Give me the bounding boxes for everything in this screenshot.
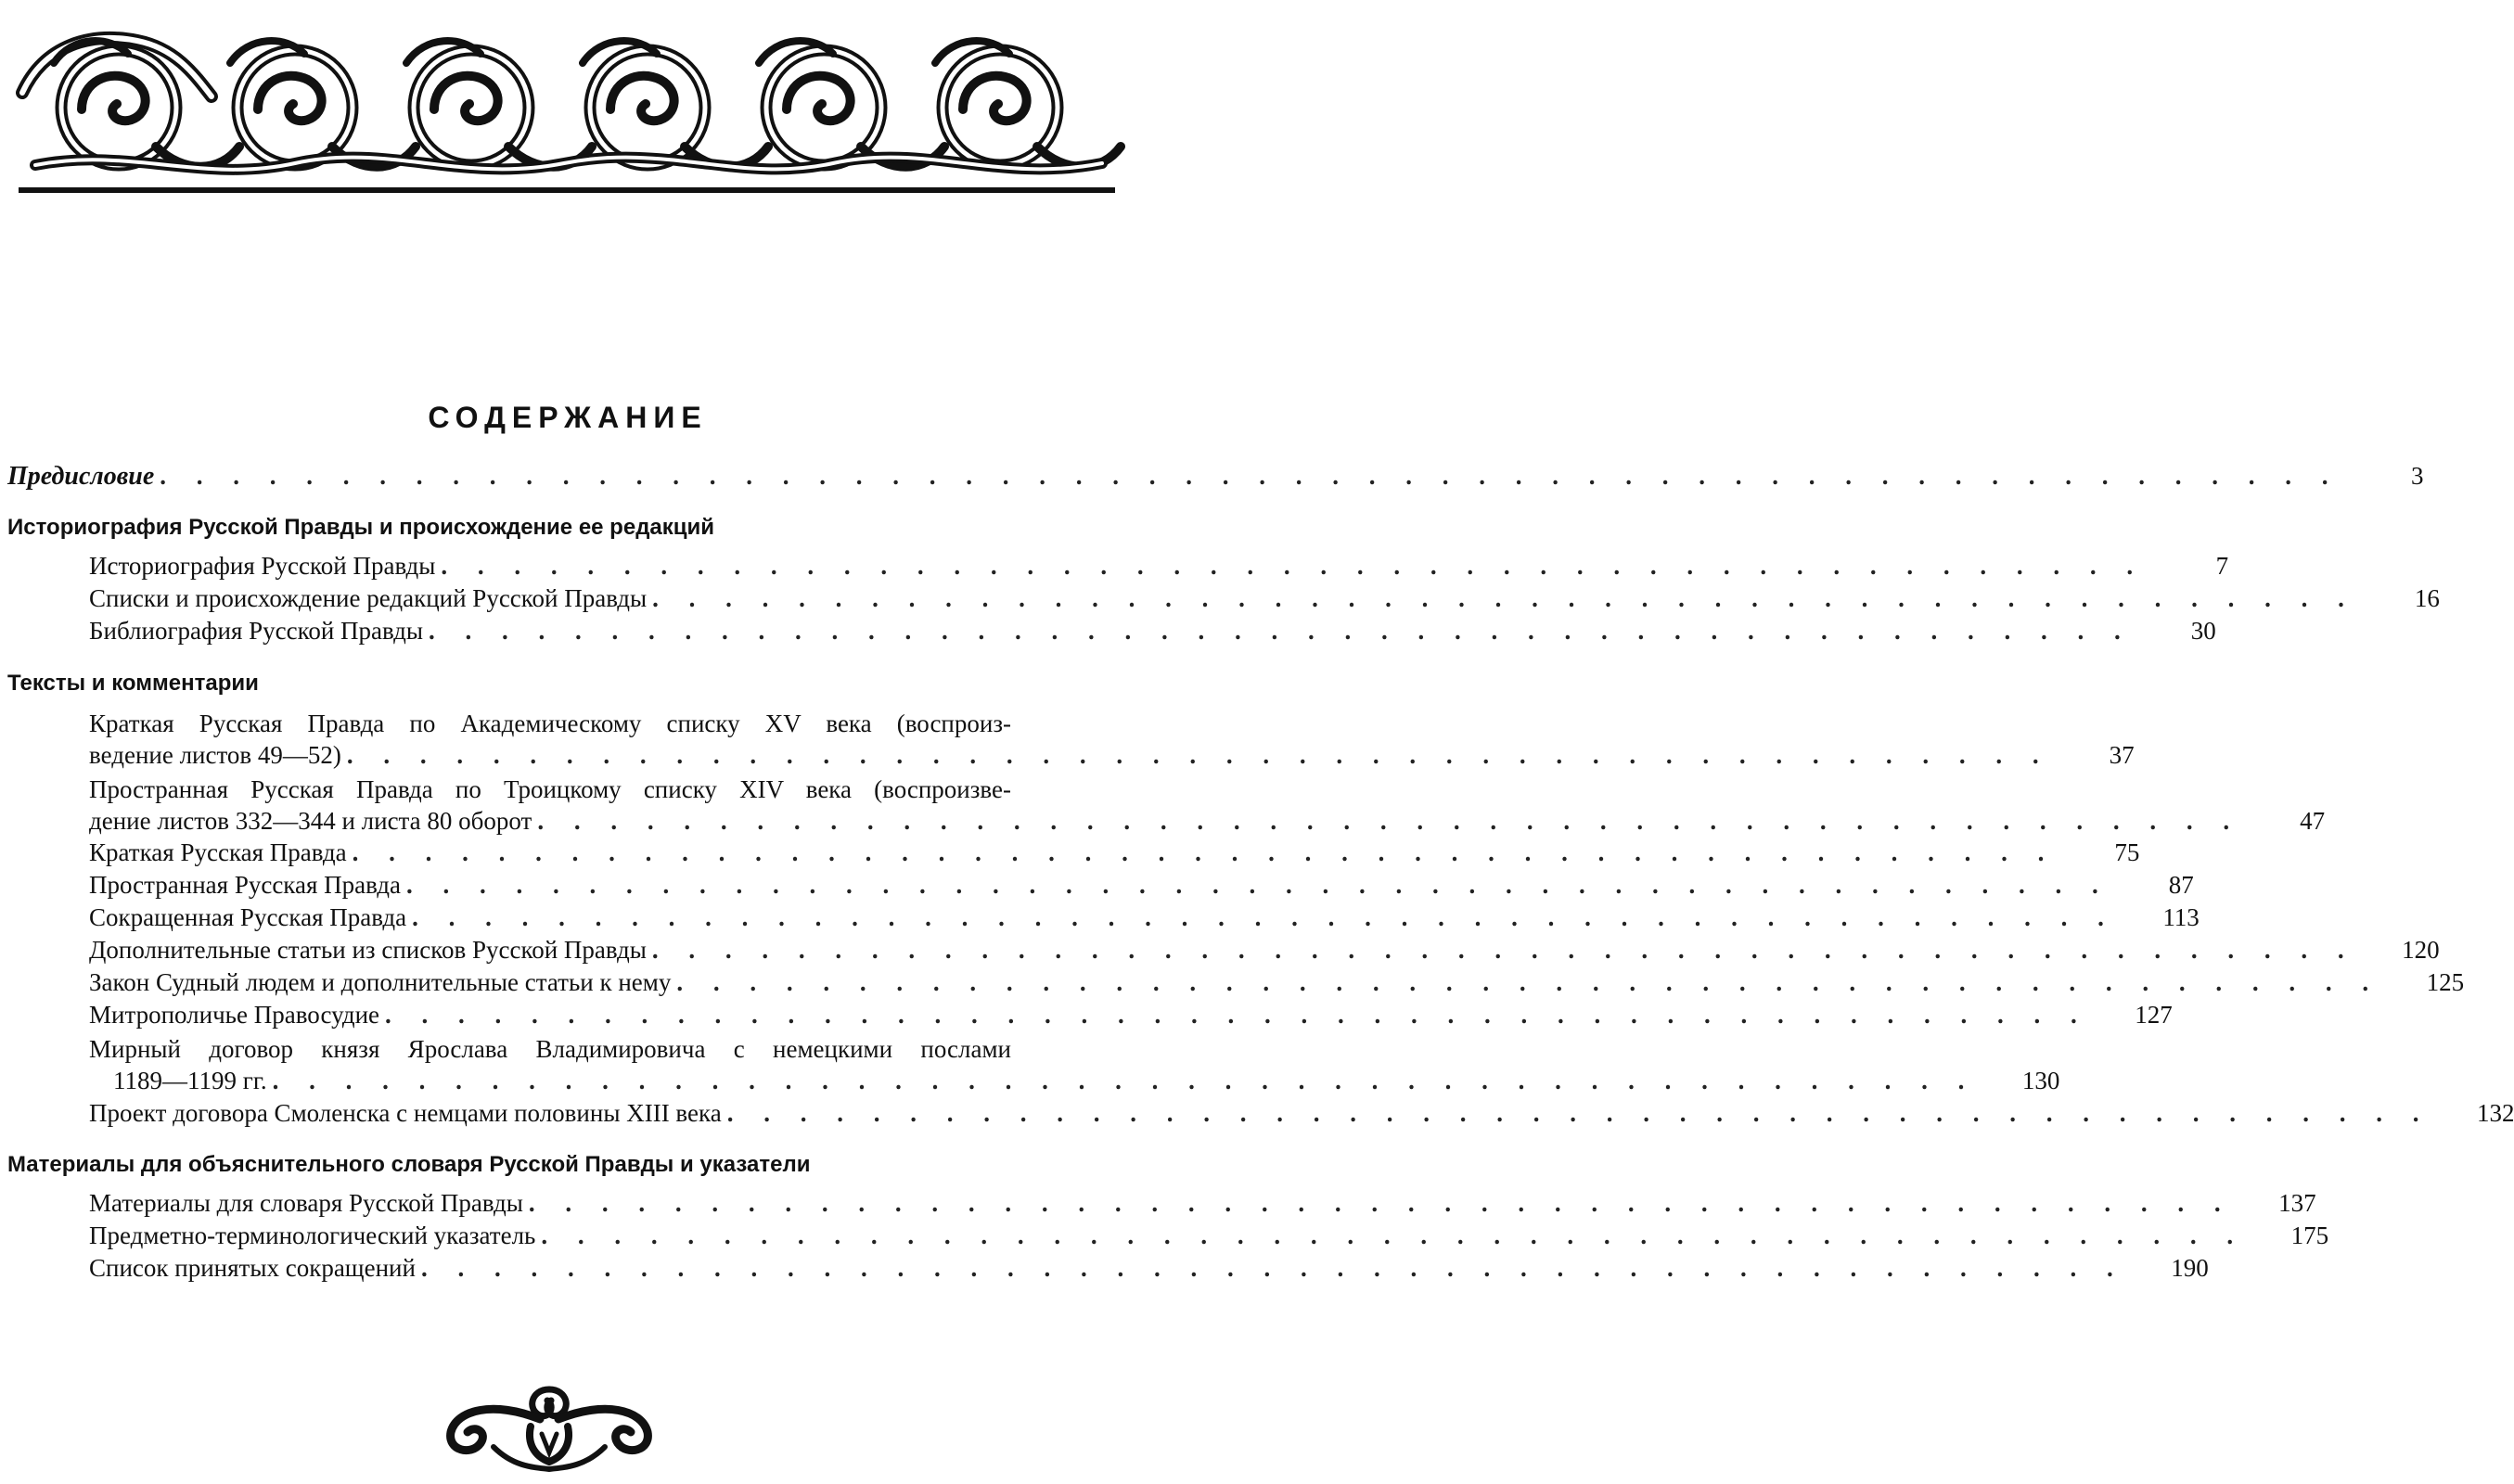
- toc-entry-page: 132: [2476, 1099, 2514, 1127]
- toc-entry[interactable]: [89, 550, 2229, 582]
- leader-dots: . . . . . . . . . . . . . . . . . . . . . . . . . . . . . . . . . . . . . . . . . . . . . . .: [676, 968, 2381, 996]
- section-heading: Тексты и комментарии: [7, 671, 259, 696]
- leader-dots: . . . . . . . . . . . . . . . . . . . . . . . . . . . . . . . . . . . . . . . . . . . . . . .: [420, 1254, 2125, 1282]
- toc-entry-page: 87: [2168, 871, 2194, 899]
- toc-entry-page: 190: [2171, 1254, 2209, 1282]
- leader-dots: . . . . . . . . . . . . . . . . . . . . . . . . . . . . . . . . . . . . . . . . . . . . . . .: [651, 936, 2356, 964]
- toc-entry-label-line1: Мирный договор князя Ярослава Владимировича с немецкими послами: [89, 1035, 1011, 1063]
- toc-entry-label: Историография Русской Правды: [89, 552, 436, 580]
- toc-entry[interactable]: [89, 582, 2440, 614]
- toc-entry-page: 120: [2402, 936, 2440, 964]
- leader-dots: . . . . . . . . . . . . . . . . . . . . . . . . . . . . . . . . . . . . . . . . . . . . . . . . . . . . . . . . . . . .: [160, 462, 2341, 490]
- toc-entry-label-line1: Краткая Русская Правда по Академическому списку XV века (воспроиз-: [89, 710, 1011, 737]
- toc-entry-label: дение листов 332—344 и листа 80 оборот: [89, 807, 532, 835]
- toc-entry[interactable]: [89, 1252, 2209, 1284]
- toc-entry-label: Закон Судный людем и дополнительные статьи к нему: [89, 968, 672, 996]
- leader-dots: . . . . . . . . . . . . . . . . . . . . . . . . . . . . . . . . . . . . . . . . . . . . . . .: [428, 617, 2133, 645]
- toc-entry[interactable]: [89, 966, 2465, 998]
- leader-dots: . . . . . . . . . . . . . . . . . . . . . . . . . . . . . . . . . . . . . . . . . . . . . . .: [346, 741, 2051, 769]
- page-title: СОДЕРЖАНИЕ: [428, 401, 708, 434]
- toc-entry-label: Предисловие: [7, 462, 155, 491]
- leader-dots: . . . . . . . . . . . . . . . . . . . . . . . . . . . . . . . . . . . . . . . . . . . . . . .: [441, 552, 2146, 580]
- leader-dots: . . . . . . . . . . . . . . . . . . . . . . . . . . . . . . . . . . . . . . . . . . . . . . .: [541, 1222, 2246, 1249]
- toc-entry-label: Материалы для словаря Русской Правды: [89, 1189, 523, 1217]
- section-heading: Историография Русской Правды и происхождение ее редакций: [7, 515, 715, 540]
- toc-entry-label: Списки и происхождение редакций Русской Правды: [89, 584, 648, 612]
- leader-dots: . . . . . . . . . . . . . . . . . . . . . . . . . . . . . . . . . . . . . . . . . . . . . . .: [352, 838, 2057, 866]
- section-heading: Материалы для объяснительного словаря Русской Правды и указатели: [7, 1152, 811, 1177]
- toc-entry-line2: [89, 805, 2326, 837]
- toc-entry-label: Митрополичье Правосудие: [89, 1001, 380, 1029]
- toc-entry[interactable]: [89, 934, 2440, 966]
- header-ornament: [17, 7, 1117, 204]
- toc-entry-line2: [113, 1065, 2060, 1096]
- toc-entry-page: 3: [2411, 462, 2424, 490]
- toc-entry-label: 1189—1199 гг.: [113, 1067, 267, 1094]
- toc-entry-page: 47: [2300, 807, 2326, 835]
- toc-entry-page: 175: [2290, 1222, 2329, 1249]
- toc-entry-preface[interactable]: [7, 460, 2424, 493]
- toc-entry-line2: [89, 739, 2135, 771]
- toc-entry-label: Библиография Русской Правды: [89, 617, 423, 645]
- leader-dots: . . . . . . . . . . . . . . . . . . . . . . . . . . . . . . . . . . . . . . . . . . . . . . .: [726, 1099, 2431, 1127]
- toc-entry-label: Дополнительные статьи из списков Русской Правды: [89, 936, 647, 964]
- toc-entry-page: 37: [2109, 741, 2135, 769]
- leader-dots: . . . . . . . . . . . . . . . . . . . . . . . . . . . . . . . . . . . . . . . . . . . . . . .: [537, 807, 2242, 835]
- toc-entry[interactable]: [89, 615, 2216, 646]
- leader-dots: . . . . . . . . . . . . . . . . . . . . . . . . . . . . . . . . . . . . . . . . . . . . . . .: [528, 1189, 2233, 1217]
- toc-entry-page: 130: [2021, 1067, 2060, 1094]
- toc-entry-page: 16: [2414, 584, 2440, 612]
- toc-entry-page: 7: [2215, 552, 2229, 580]
- toc-entry[interactable]: [89, 837, 2140, 868]
- toc-entry[interactable]: [89, 999, 2173, 1030]
- toc-entry-label: Проект договора Смоленска с немцами половины XIII века: [89, 1099, 722, 1127]
- toc-entry[interactable]: [89, 869, 2194, 901]
- toc-entry-label: Пространная Русская Правда: [89, 871, 401, 899]
- toc-entry-page: 127: [2135, 1001, 2173, 1029]
- footer-ornament: [438, 1382, 661, 1475]
- leader-dots: . . . . . . . . . . . . . . . . . . . . . . . . . . . . . . . . . . . . . . . . . . . . . . .: [385, 1001, 2089, 1029]
- toc-entry-label-line1: Пространная Русская Правда по Троицкому списку XIV века (воспроизве-: [89, 775, 1011, 803]
- leader-dots: . . . . . . . . . . . . . . . . . . . . . . . . . . . . . . . . . . . . . . . . . . . . . . .: [405, 871, 2110, 899]
- toc-entry-label: ведение листов 49—52): [89, 741, 341, 769]
- toc-entry[interactable]: [89, 902, 2200, 933]
- toc-entry-label: Сокращенная Русская Правда: [89, 903, 407, 931]
- toc-entry-page: 125: [2426, 968, 2465, 996]
- toc-entry-label: Предметно-терминологический указатель: [89, 1222, 536, 1249]
- leader-dots: . . . . . . . . . . . . . . . . . . . . . . . . . . . . . . . . . . . . . . . . . . . . . . .: [652, 584, 2356, 612]
- leader-dots: . . . . . . . . . . . . . . . . . . . . . . . . . . . . . . . . . . . . . . . . . . . . . . .: [272, 1067, 1977, 1094]
- toc-entry-page: 30: [2190, 617, 2216, 645]
- toc-entry[interactable]: [89, 1187, 2316, 1219]
- toc-entry-page: 113: [2162, 903, 2200, 931]
- toc-entry-page: 75: [2114, 838, 2140, 866]
- toc-entry[interactable]: [89, 1220, 2329, 1251]
- toc-entry-label: Список принятых сокращений: [89, 1254, 416, 1282]
- leader-dots: . . . . . . . . . . . . . . . . . . . . . . . . . . . . . . . . . . . . . . . . . . . . . . .: [412, 903, 2116, 931]
- toc-entry-label: Краткая Русская Правда: [89, 838, 347, 866]
- toc-entry[interactable]: [89, 1097, 2514, 1129]
- toc-entry-page: 137: [2278, 1189, 2316, 1217]
